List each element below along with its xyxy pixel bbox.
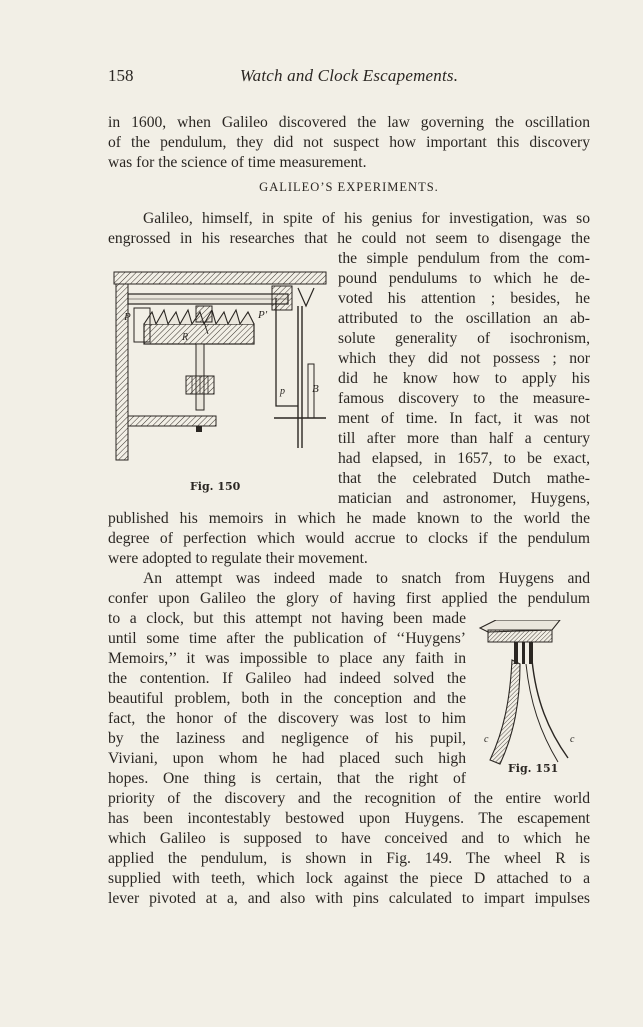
text-line: An attempt was indeed made to snatch from Huygens and [143, 570, 590, 587]
text-line: in 1600, when Galileo discovered the law governing the oscillation [108, 114, 590, 131]
page-header [108, 66, 590, 90]
text-line: Viviani, upon whom he had placed such high [108, 750, 466, 767]
text-line: of the pendulum, they did not suspect how important this discovery [108, 134, 590, 151]
figure-caption: Fig. 150 [190, 480, 241, 493]
text-line: the contention. If Galileo had indeed solved the [108, 670, 466, 687]
label-P: P [124, 311, 131, 323]
running-title: Watch and Clock Escapements. [239, 66, 459, 85]
text-line: by the laziness and negligence of his pupil, [108, 730, 466, 747]
text-line: matician and astronomer, Huygens, [338, 490, 590, 507]
text-line: ment of time. In fact, it was not [338, 410, 590, 427]
text-line: until some time after the publication of ‘‘Huygens’ [108, 630, 466, 647]
text-line: which they did not possess ; nor [338, 350, 590, 367]
text-line: the simple pendulum from the com- [338, 250, 590, 267]
text-line: attributed to the oscillation an ab- [338, 310, 590, 327]
text-line: was for the science of time measurement. [108, 154, 367, 171]
escapement-engraving [112, 268, 330, 478]
pendulum-engraving [476, 620, 590, 770]
page-number: 158 [108, 66, 134, 85]
text-line: till after more than half a century [338, 430, 590, 447]
figure-caption: Fig. 151 [508, 762, 559, 775]
text-line: applied the pendulum, is shown in Fig. 149. The wheel R is [108, 850, 590, 867]
text-line: priority of the discovery and the recognition of the entire world [108, 790, 590, 807]
text-line: beautiful problem, both in the conception and the [108, 690, 466, 707]
text-line: that the celebrated Dutch mathe- [338, 470, 590, 487]
figure-151 [476, 620, 590, 780]
text-line: famous discovery to the measure- [338, 390, 590, 407]
text-line: degree of perfection which would accrue to clocks if the pendulum [108, 530, 590, 547]
label-p: p [280, 386, 285, 397]
text-line: confer upon Galileo the glory of having first applied the pendulum [108, 590, 590, 607]
text-line: supplied with teeth, which lock against the piece D attached to a [108, 870, 590, 887]
text-line: lever pivoted at a, and also with pins calculated to impart impulses [108, 890, 590, 907]
text-line: Galileo, himself, in spite of his genius for investigation, was so [143, 210, 590, 227]
text-line: to a clock, but this attempt not having been made [108, 610, 466, 627]
text-line: voted his attention ; besides, he [338, 290, 590, 307]
text-line: which Galileo is supposed to have conceived and to which he [108, 830, 590, 847]
figure-150 [112, 268, 330, 508]
label-c-right: c [570, 734, 575, 745]
label-B: B [312, 383, 319, 395]
text-line: hopes. One thing is certain, that the right of [108, 770, 466, 787]
text-line: has been incontestably bestowed upon Huygens. The escapement [108, 810, 590, 827]
text-line: engrossed in his researches that he could not seem to disengage the [108, 230, 590, 247]
text-line: solute generality of isochronism, [338, 330, 590, 347]
text-line: fact, the honor of the discovery was lost to him [108, 710, 466, 727]
label-c-left: c [484, 734, 489, 745]
text-line: published his memoirs in which he made known to the world the [108, 510, 590, 527]
text-line: did he know how to apply his [338, 370, 590, 387]
text-line: were adopted to regulate their movement. [108, 550, 368, 567]
text-line: had elapsed, in 1657, to be exact, [338, 450, 590, 467]
text-line: pound pendulums to which he de- [338, 270, 590, 287]
label-P-prime: P′ [258, 309, 268, 321]
section-heading: GALILEO’S EXPERIMENTS. [259, 180, 439, 194]
label-R: R [182, 332, 189, 343]
text-line: Memoirs,’’ it was impossible to place any faith in [108, 650, 466, 667]
